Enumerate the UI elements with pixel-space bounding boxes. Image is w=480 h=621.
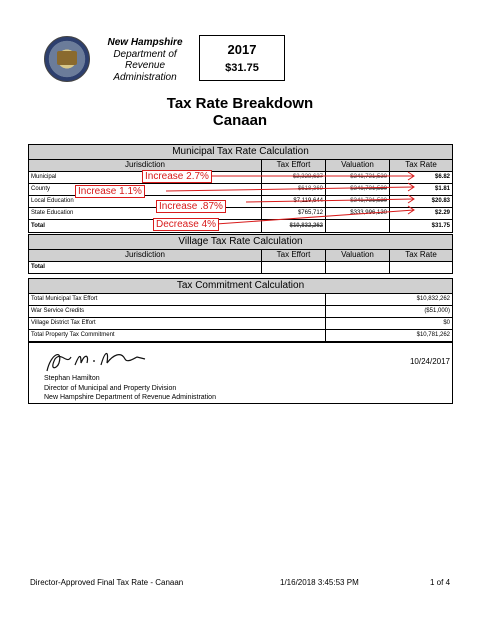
annotation-state-education: Decrease 4% xyxy=(153,218,219,231)
signatory-role: Director of Municipal and Property Division xyxy=(44,384,177,392)
row-label: Total Municipal Tax Effort xyxy=(31,296,98,302)
signature-date: 10/24/2017 xyxy=(409,357,450,366)
village-header-row xyxy=(29,250,452,262)
col-tax-effort: Tax Effort xyxy=(261,250,325,261)
row-rate: $31.75 xyxy=(389,220,452,232)
row-name: Total xyxy=(31,264,45,270)
village-band: Village Tax Rate Calculation xyxy=(29,235,452,250)
arrow-line xyxy=(246,199,414,202)
row-value: $10,781,262 xyxy=(325,330,452,341)
rate-total: $31.75 xyxy=(225,62,259,74)
annotation-municipal: Increase 2.7% xyxy=(142,170,212,183)
row-effort: $2,328,637 xyxy=(261,172,325,183)
signatory-name: Stephan Hamilton xyxy=(44,375,100,382)
handwritten-signature xyxy=(41,345,161,375)
row-name: Local Education xyxy=(31,198,74,204)
page-subtitle: Canaan xyxy=(212,112,268,129)
col-jurisdiction: Jurisdiction xyxy=(124,250,165,259)
row-rate: $1.81 xyxy=(389,184,452,195)
arrow-line xyxy=(166,187,414,191)
col-jurisdiction: Jurisdiction xyxy=(124,160,165,169)
row-effort: $618,369 xyxy=(261,184,325,195)
row-name: Total xyxy=(31,223,45,229)
row-value: $10,832,262 xyxy=(325,294,452,305)
row-rate: $20.83 xyxy=(389,196,452,207)
col-tax-effort: Tax Effort xyxy=(261,160,325,171)
row-rate: $2.29 xyxy=(389,208,452,219)
table-row xyxy=(29,330,452,341)
table-row-total xyxy=(29,262,452,273)
arrow-line xyxy=(216,210,414,224)
agency-line-3: Revenue xyxy=(124,60,166,71)
signatory-org: New Hampshire Department of Revenue Administration xyxy=(44,394,216,401)
commitment-table xyxy=(28,278,453,342)
annotation-county: Increase 1.1% xyxy=(75,185,145,198)
row-effort: $765,712 xyxy=(261,208,325,219)
village-tax-table xyxy=(28,234,453,274)
row-effort: $7,119,644 xyxy=(261,196,325,207)
agency-line-2: Department of xyxy=(113,48,177,60)
col-tax-rate: Tax Rate xyxy=(389,160,452,171)
row-valuation: $341,731,530 xyxy=(325,172,389,183)
row-label: Total Property Tax Commitment xyxy=(31,332,115,338)
footer-document-name: Director-Approved Final Tax Rate - Canaan xyxy=(30,578,184,587)
col-tax-rate: Tax Rate xyxy=(389,250,452,261)
row-name: Municipal xyxy=(31,174,57,180)
row-name: County xyxy=(31,186,51,192)
row-effort: $10,832,262 xyxy=(261,220,325,232)
row-valuation xyxy=(325,262,389,273)
table-row xyxy=(29,318,452,330)
row-label: Village District Tax Effort xyxy=(31,320,96,326)
footer-page-number: 1 of 4 xyxy=(430,578,451,587)
table-row xyxy=(29,294,452,306)
row-label: War Service Credits xyxy=(31,308,85,314)
row-rate xyxy=(389,262,452,273)
row-rate: $6.82 xyxy=(389,172,452,183)
row-valuation: $333,996,130 xyxy=(325,208,389,219)
col-valuation: Valuation xyxy=(325,250,389,261)
signature-block xyxy=(28,342,453,404)
signatory-info xyxy=(44,374,216,403)
row-valuation: $341,731,530 xyxy=(325,196,389,207)
row-value: ($51,000) xyxy=(325,306,452,317)
page-title: Tax Rate Breakdown xyxy=(166,95,314,112)
table-row xyxy=(29,306,452,318)
annotation-local-education: Increase .87% xyxy=(156,200,226,213)
commitment-band: Tax Commitment Calculation xyxy=(29,279,452,294)
agency-line-1: New Hampshire xyxy=(107,37,183,48)
agency-line-4: Administration xyxy=(113,71,177,83)
row-name: State Education xyxy=(31,210,74,216)
rate-year: 2017 xyxy=(227,42,257,57)
row-value: $0 xyxy=(325,318,452,329)
row-valuation: $341,731,530 xyxy=(325,184,389,195)
col-valuation: Valuation xyxy=(325,160,389,171)
row-effort xyxy=(261,262,325,273)
footer-timestamp: 1/16/2018 3:45:53 PM xyxy=(280,578,359,587)
municipal-band: Municipal Tax Rate Calculation xyxy=(29,145,452,160)
